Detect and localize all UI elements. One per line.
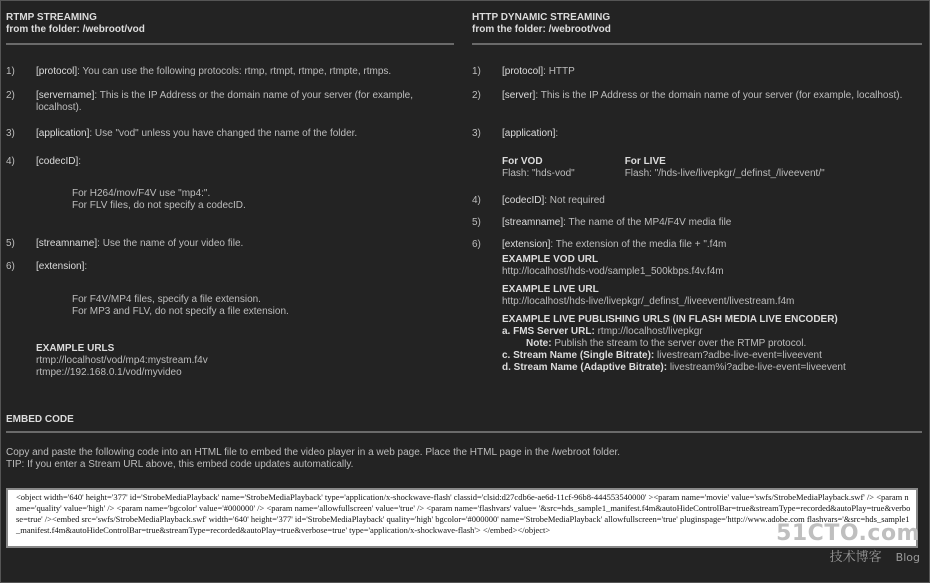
example-live-url: http://localhost/hds-live/livepkgr/_definst_/liveevent/livestream.f4m	[502, 296, 795, 307]
publishing-single-bitrate	[502, 350, 922, 362]
item-number: 1)	[472, 66, 481, 77]
vod-block	[502, 156, 575, 180]
item-key: [codecID]	[502, 195, 545, 206]
codec-note-line: For H264/mov/F4V use "mp4:".	[72, 188, 211, 199]
rtmp-examples	[36, 343, 454, 379]
item-text: : The name of the MP4/F4V media file	[563, 217, 732, 228]
embed-code-title: EMBED CODE	[6, 414, 74, 425]
codec-note-line: For FLV files, do not specify a codecID.	[72, 200, 246, 211]
publishing-adaptive-bitrate	[502, 362, 922, 374]
example-url: rtmp://localhost/vod/mp4:mystream.f4v	[36, 355, 208, 366]
pub-note-label: Note:	[526, 338, 552, 349]
example-vod-url: http://localhost/hds-vod/sample1_500kbps.f4v.f4m	[502, 266, 724, 277]
rtmp-title: RTMP STREAMING	[6, 12, 97, 23]
vod-label: For VOD	[502, 156, 543, 167]
example-urls-heading: EXAMPLE URLS	[36, 343, 115, 354]
item-number: 3)	[472, 128, 481, 139]
item-text: : You can use the following protocols: rtmp, rtmpt, rtmpe, rtmpte, rtmps.	[77, 66, 392, 77]
rtmp-section	[6, 12, 454, 378]
pub-a-value: rtmp://localhost/livepkgr	[594, 326, 703, 337]
item-text: :	[84, 261, 88, 272]
hds-section	[472, 12, 922, 373]
pub-d-value: livestream%i?adbe-live-event=liveevent	[667, 362, 846, 373]
extension-note-line: For F4V/MP4 files, specify a file extension.	[72, 294, 261, 305]
embed-tip-line: TIP: If you enter a Stream URL above, this embed code updates automatically.	[6, 459, 354, 470]
publishing-server-url	[502, 326, 922, 338]
publishing-heading: EXAMPLE LIVE PUBLISHING URLS (IN FLASH MEDIA LIVE ENCODER)	[502, 314, 838, 325]
item-text: :	[78, 156, 82, 167]
item-key: [protocol]	[36, 66, 78, 77]
embed-divider	[6, 431, 922, 433]
item-number: 4)	[472, 195, 481, 206]
live-value: Flash: "/hds-live/livepkgr/_definst_/liveevent/"	[624, 168, 825, 179]
example-url: rtmpe://192.168.0.1/vod/myvideo	[36, 367, 182, 378]
hds-divider	[472, 43, 922, 45]
pub-d-label: d. Stream Name (Adaptive Bitrate):	[502, 362, 668, 373]
example-live-heading: EXAMPLE LIVE URL	[502, 284, 599, 295]
pub-c-value: livestream?adbe-live-event=liveevent	[654, 350, 822, 361]
pub-a-label: a. FMS Server URL:	[502, 326, 595, 337]
extension-notes	[72, 294, 289, 318]
item-text: : Use the name of your video file.	[97, 238, 244, 249]
application-values	[502, 156, 922, 180]
item-key: [extension]	[36, 261, 85, 272]
hds-title: HTTP DYNAMIC STREAMING	[472, 12, 611, 23]
item-text: : The extension of the media file + ".f4m	[550, 239, 727, 250]
item-text: : This is the IP Address or the domain name of your server (for example, localhost).	[36, 90, 414, 113]
item-number: 6)	[472, 239, 481, 250]
item-key: [server]	[502, 90, 536, 101]
live-block	[625, 156, 825, 180]
hds-examples	[502, 254, 922, 374]
item-key: [servername]	[36, 90, 95, 101]
item-number: 2)	[472, 90, 481, 101]
item-key: [protocol]	[502, 66, 544, 77]
watermark-tagline: 技术博客	[829, 550, 882, 565]
watermark-blog: Blog	[895, 551, 920, 564]
hds-subtitle: from the folder: /webroot/vod	[472, 24, 611, 35]
item-number: 4)	[6, 156, 15, 167]
item-key: [streamname]	[502, 217, 564, 228]
site-watermark	[776, 521, 920, 565]
item-key: [codecID]	[36, 156, 79, 167]
item-text: :	[555, 128, 559, 139]
item-key: [streamname]	[36, 238, 98, 249]
watermark-site: 51CTO.com	[776, 521, 920, 546]
example-vod-heading: EXAMPLE VOD URL	[502, 254, 599, 265]
item-text: : This is the IP Address or the domain name of your server (for example, localhost).	[535, 90, 903, 101]
embed-desc-line: Copy and paste the following code into an HTML file to embed the video player in a web page. Place the HTML page in the /webroot folder.	[6, 447, 621, 458]
item-number: 5)	[472, 217, 481, 228]
rtmp-subtitle: from the folder: /webroot/vod	[6, 24, 145, 35]
item-number: 3)	[6, 128, 15, 139]
item-number: 6)	[6, 261, 15, 272]
item-text: : Not required	[544, 195, 605, 206]
publishing-note	[502, 338, 922, 350]
item-key: [application]	[502, 128, 556, 139]
item-text: : Use "vod" unless you have changed the name of the folder.	[89, 128, 358, 139]
codec-notes	[72, 188, 246, 212]
embed-description	[6, 447, 620, 471]
rtmp-divider	[6, 43, 454, 45]
pub-c-label: c. Stream Name (Single Bitrate):	[502, 350, 655, 361]
pub-note-value: Publish the stream to the server over the RTMP protocol.	[551, 338, 807, 349]
item-key: [application]	[36, 128, 90, 139]
item-key: [extension]	[502, 239, 551, 250]
live-label: For LIVE	[624, 156, 666, 167]
item-number: 1)	[6, 66, 15, 77]
extension-note-line: For MP3 and FLV, do not specify a file extension.	[72, 306, 289, 317]
vod-value: Flash: "hds-vod"	[502, 168, 575, 179]
item-number: 2)	[6, 90, 15, 101]
item-number: 5)	[6, 238, 15, 249]
item-text: : HTTP	[543, 66, 575, 77]
embed-code-textarea[interactable]: <object width='640' height='377' id='StrobeMediaPlayback' name='StrobeMediaPlayback' type='application/x-shockwave-flash' classid='clsid:d27cdb6e-ae6d-11cf-96b8-444553540000' ><param name='movie' value='swfs/StrobeMediaPlayback.swf' /> <param name='quality' value='high' /> <param name='bgcolor' value='#000000' /> <param name='allowfullscreen' value='true' /> <param name='flashvars' value= '&src=hds_sample1_manifest.f4m&autoHideControlBar=true&streamType=recorded&autoPlay=true&verbose=true' /><embed src='swfs/StrobeMediaPlayback.swf' width='640' height='377' id='StrobeMediaPlayback' quality='high' bgcolor='#000000' name='StrobeMediaPlayback' allowfullscreen='true' pluginspage='http://www.adobe.com flashvars='&src=hds_sample1_manifest.f4m&autoHideControlBar=true&streamType=recorded&autoPlay=true&verbose=true' type='application/x-shockwave-flash'> </embed></object>	[6, 488, 918, 548]
